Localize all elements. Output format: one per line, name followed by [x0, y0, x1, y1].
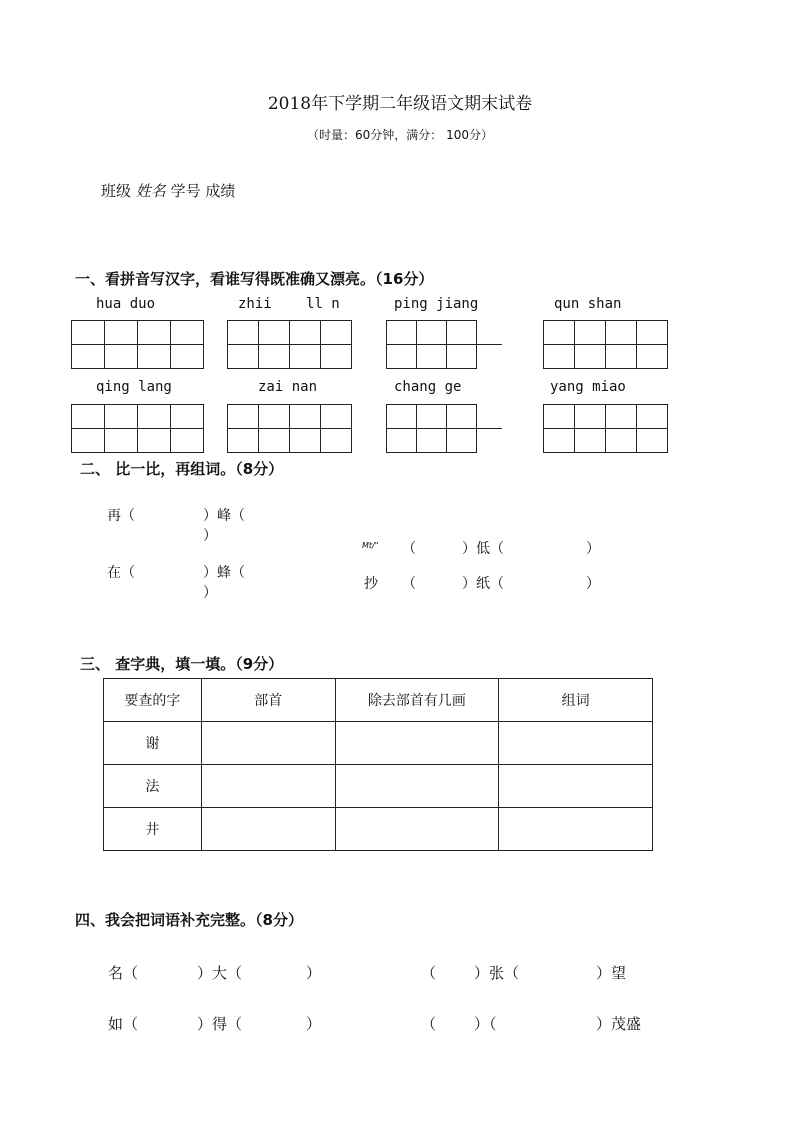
table-header-row	[104, 679, 653, 722]
answer-cell[interactable]	[201, 808, 335, 851]
section4-heading: 四、我会把词语补充完整。（8分）	[75, 911, 303, 929]
idiom-part: （	[421, 1015, 437, 1033]
class-label: 班级	[101, 182, 132, 200]
answer-cell[interactable]	[499, 722, 653, 765]
idiom-part: ）	[306, 1015, 322, 1033]
page-subtitle: （时量：60分钟，满分： 100分）	[307, 128, 493, 142]
compare-feng-bee: ）蜂（	[203, 565, 245, 581]
box-divider	[476, 428, 502, 429]
pinyin-hua-duo: hua duo	[96, 296, 156, 312]
pinyin-qing-lang: qing lang	[96, 379, 172, 395]
pinyin-ping-jiang: ping jiang	[394, 296, 479, 312]
idiom-part: ）	[306, 964, 322, 982]
answer-cell[interactable]	[499, 808, 653, 851]
box-divider	[476, 344, 502, 345]
idiom-part: ）得（	[197, 1015, 243, 1033]
pinyin-zai-nan: zai nan	[258, 379, 318, 395]
lookup-character: 法	[104, 765, 202, 808]
compare-di-low: ）低（	[462, 541, 504, 557]
idiom-part: （	[421, 964, 437, 982]
column-header: 要查的字	[104, 679, 202, 722]
writing-box-ping-jiang[interactable]	[386, 320, 477, 369]
table-row	[104, 808, 653, 851]
writing-box-qing-lang[interactable]	[71, 404, 204, 453]
compare-chao-copy: 抄	[364, 576, 378, 592]
writing-box-hua-duo[interactable]	[71, 320, 204, 369]
idiom-part: ）（	[474, 1015, 497, 1033]
writing-box-qun-shan[interactable]	[543, 320, 668, 369]
idiom-part: ）大（	[197, 964, 243, 982]
answer-cell[interactable]	[335, 722, 499, 765]
pinyin-yang-miao: yang miao	[550, 379, 626, 395]
id-label: 学号	[170, 182, 201, 200]
lookup-character: 谢	[104, 722, 202, 765]
student-info	[101, 180, 235, 201]
faint-character: Mt/"	[362, 541, 379, 550]
paren-close: ）	[203, 585, 217, 601]
writing-box-yang-miao[interactable]	[543, 404, 668, 453]
column-header: 除去部首有几画	[335, 679, 499, 722]
writing-box-chang-ge[interactable]	[386, 404, 477, 453]
paren-close: ）	[586, 576, 600, 592]
name-label: 姓名	[135, 182, 166, 200]
section3-heading: 三、 查字典，填一填。（9分）	[80, 655, 284, 673]
paren-close: ）	[586, 541, 600, 557]
pinyin-qun-shan: qun shan	[554, 296, 622, 312]
idiom-part: 名（	[108, 964, 139, 982]
compare-feng-peak: ）峰（	[203, 508, 245, 524]
compare-zai-again: 再（	[107, 508, 135, 524]
page-title: 2018年下学期二年级语文期末试卷	[267, 94, 533, 114]
column-header: 部首	[201, 679, 335, 722]
idiom-part: ）茂盛	[596, 1015, 642, 1033]
compare-zhi-paper: ）纸（	[462, 576, 504, 592]
answer-cell[interactable]	[335, 808, 499, 851]
writing-box-zai-nan[interactable]	[227, 404, 352, 453]
paren-open: （	[402, 576, 416, 592]
score-label: 成绩	[205, 182, 236, 200]
answer-cell[interactable]	[499, 765, 653, 808]
table-row	[104, 722, 653, 765]
answer-cell[interactable]	[201, 722, 335, 765]
idiom-part: ）望	[596, 964, 627, 982]
section1-heading: 一、看拼音写汉字，看谁写得既准确又漂亮。（16分）	[75, 270, 434, 288]
answer-cell[interactable]	[201, 765, 335, 808]
section2-heading: 二、 比一比，再组词。（8分）	[80, 460, 284, 478]
paren-close: ）	[203, 528, 217, 544]
pinyin-chang-ge: chang ge	[394, 379, 462, 395]
answer-cell[interactable]	[335, 765, 499, 808]
compare-zai-at: 在（	[107, 565, 135, 581]
idiom-part: 如（	[108, 1015, 139, 1033]
column-header: 组词	[499, 679, 653, 722]
pinyin-ll-n: ll n	[306, 296, 340, 312]
writing-box-zhi-li[interactable]	[227, 320, 352, 369]
pinyin-zhii: zhii	[238, 296, 272, 312]
table-row	[104, 765, 653, 808]
paren-open: （	[402, 541, 416, 557]
idiom-part: ）张（	[474, 964, 520, 982]
dictionary-table	[103, 678, 653, 851]
lookup-character: 井	[104, 808, 202, 851]
